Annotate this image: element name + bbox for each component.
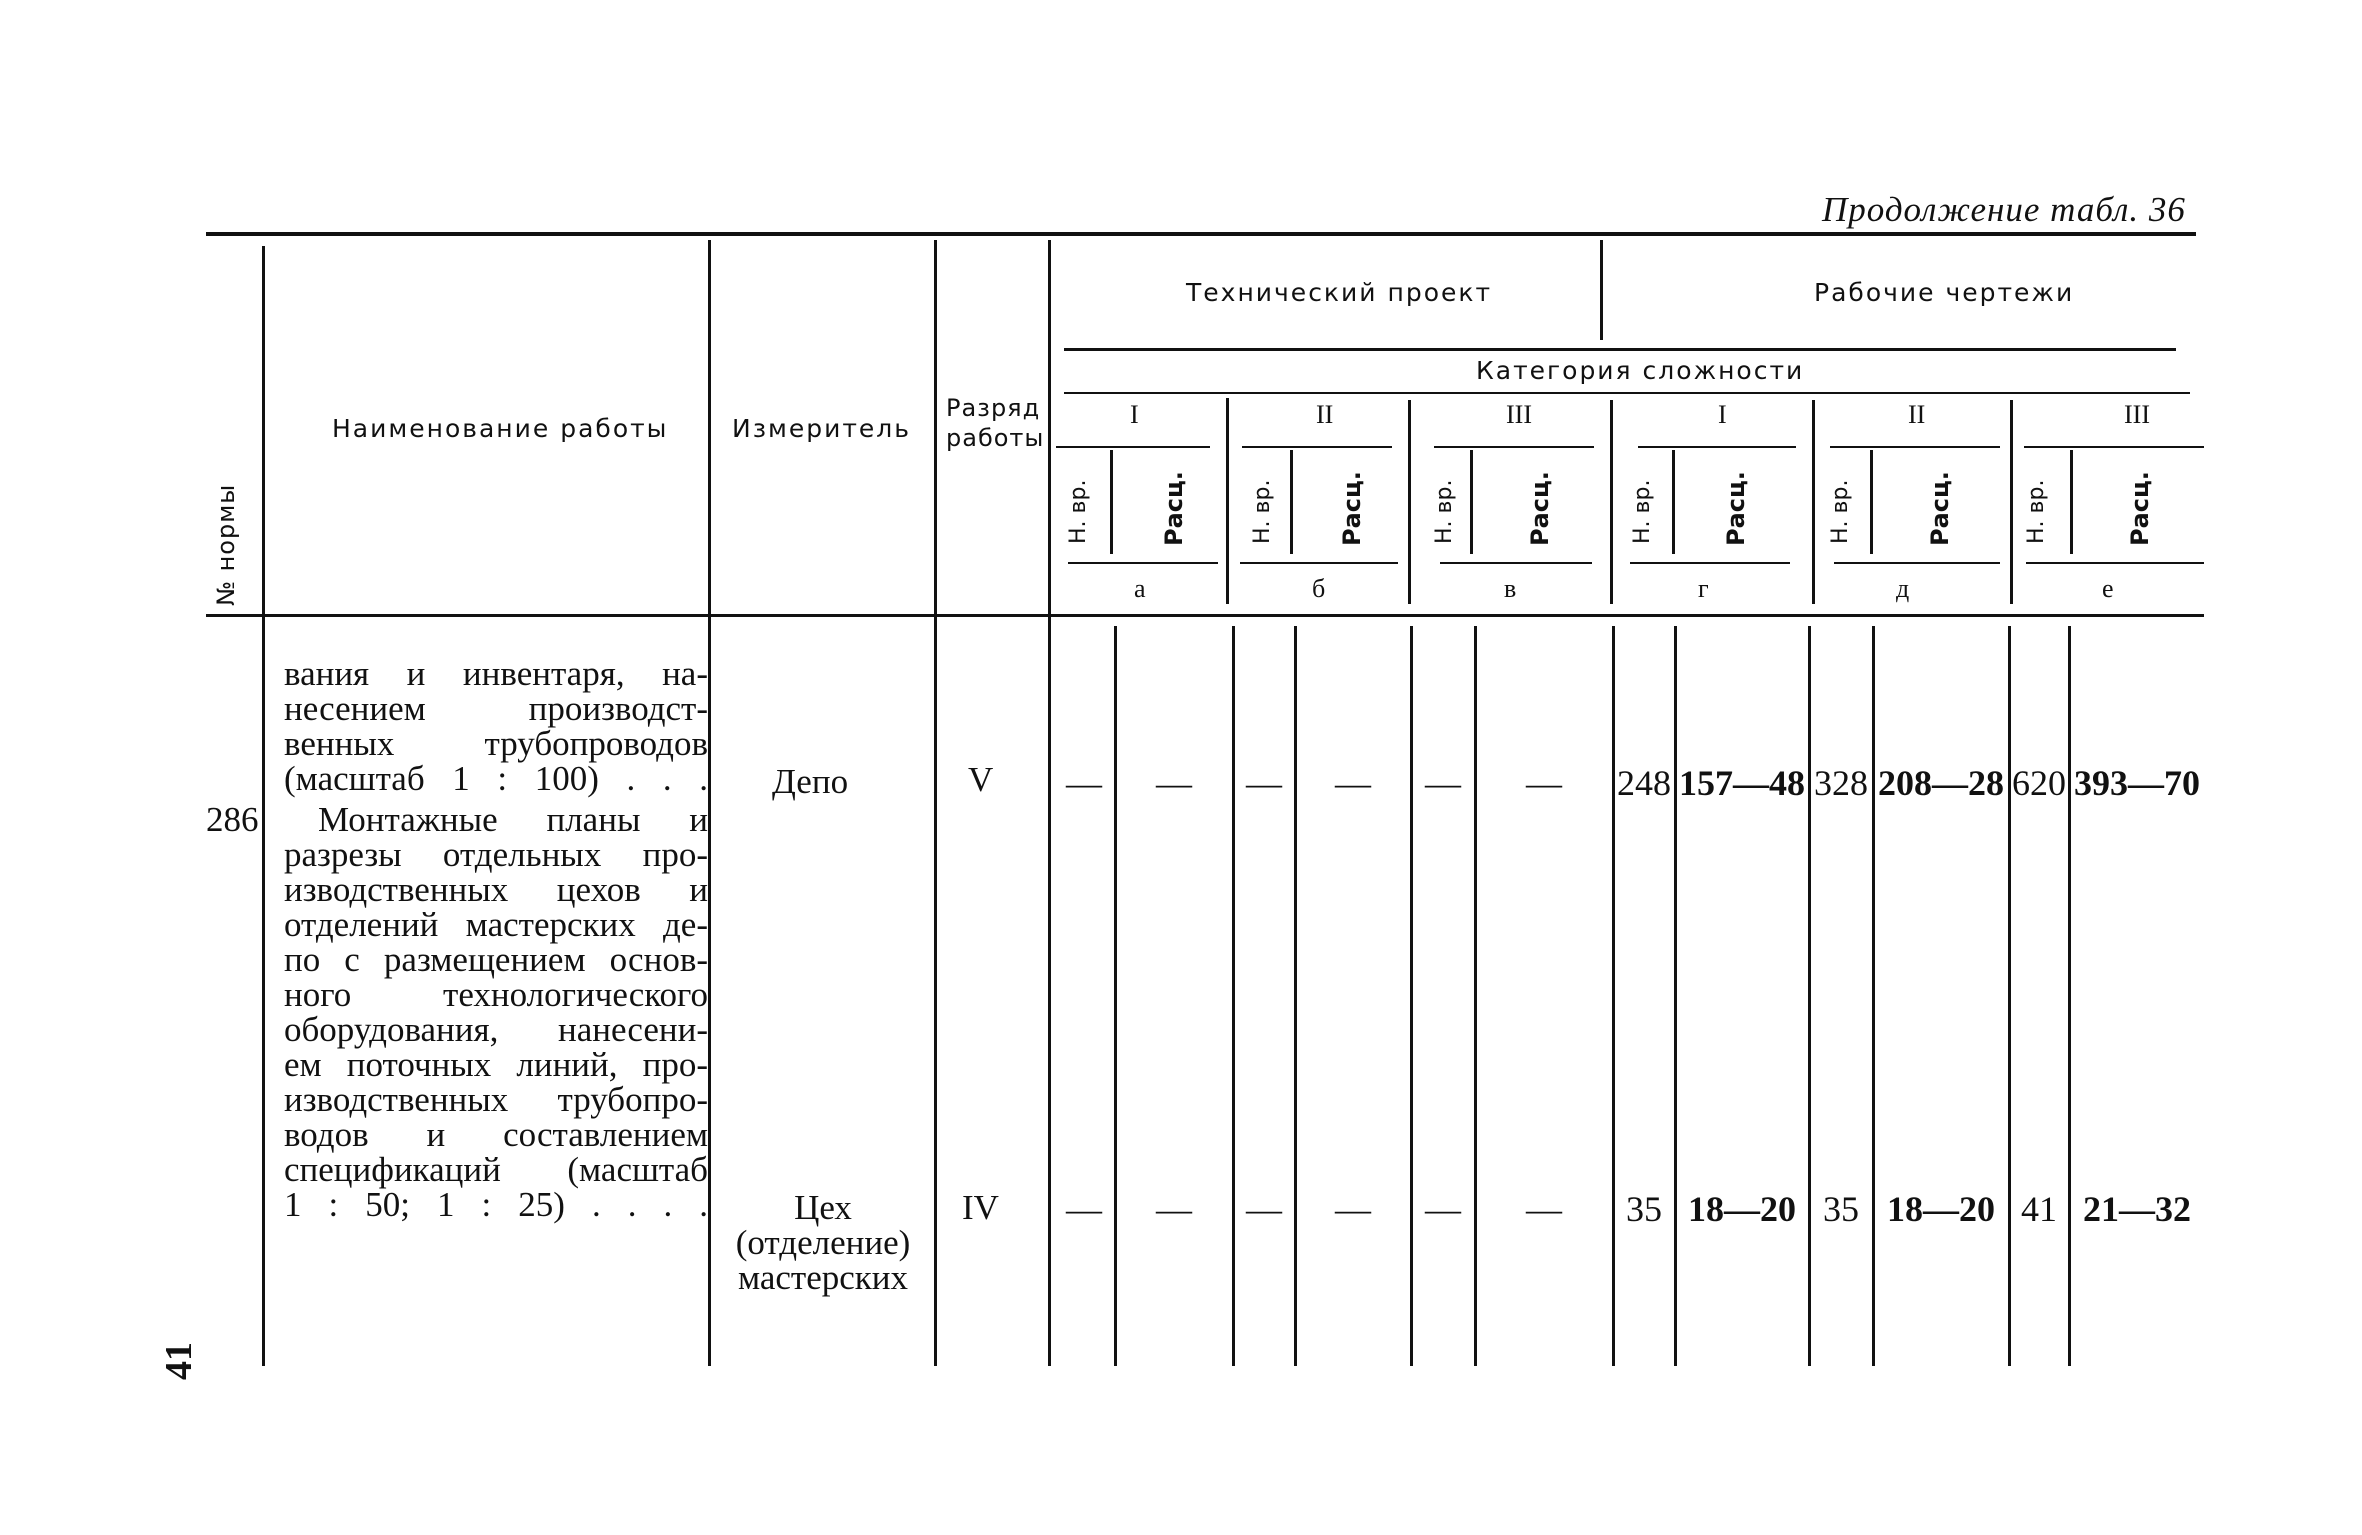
value-cell: —	[1066, 763, 1102, 803]
body-sep	[1410, 626, 1413, 1366]
value-cell: —	[1526, 1189, 1562, 1229]
letter-line	[1834, 562, 2000, 564]
measure-line: Цех	[794, 1188, 852, 1227]
name-line: ного технологического	[284, 975, 708, 1014]
measure-line: (отделение)	[735, 1223, 911, 1262]
body-sep	[1808, 626, 1811, 1366]
page-number: 41	[158, 1342, 200, 1380]
nvr-label: Н. вр.	[1828, 479, 1853, 544]
cat-label: III	[1506, 400, 1532, 429]
row-norm-number: 286	[206, 800, 259, 839]
nvr-label: Н. вр.	[1066, 479, 1091, 544]
nvr-label: Н. вр.	[1250, 479, 1275, 544]
value-cell: 35	[1626, 1189, 1662, 1229]
value-cell: 248	[1617, 763, 1671, 803]
header-tech-project: Технический проект	[1186, 278, 1493, 307]
value-cell: —	[1246, 1189, 1282, 1229]
nvr-label: Н. вр.	[1432, 479, 1457, 544]
measure-workshop	[714, 1190, 932, 1295]
cat-underline	[1638, 446, 1796, 448]
rasts-label: Расц.	[1722, 471, 1750, 546]
header-norm-no: № нормы	[212, 483, 240, 606]
value-cell: —	[1425, 1189, 1461, 1229]
body-sep	[1232, 626, 1235, 1366]
project-rule	[1064, 348, 2176, 351]
col-divider-project	[1600, 240, 1603, 340]
body-sep	[1674, 626, 1677, 1366]
col-letter: г	[1698, 574, 1709, 603]
letter-line	[2026, 562, 2204, 564]
name-line: венных трубопроводов	[284, 724, 708, 763]
name-line: ем поточных линий, про-	[284, 1045, 708, 1084]
value-cell: —	[1425, 763, 1461, 803]
name-line: изводственных цехов и	[284, 870, 708, 909]
cat-underline	[1242, 446, 1392, 448]
col-divider-norm	[262, 246, 265, 1366]
name-line: Монтажные планы и	[318, 800, 708, 839]
complexity-rule	[1064, 392, 2190, 394]
name-line: отделений мастерских де-	[284, 905, 708, 944]
header-grade-1: Разряд	[946, 394, 1041, 422]
nvr-label: Н. вр.	[2024, 479, 2049, 544]
value-cell: —	[1526, 763, 1562, 803]
value-cell: —	[1156, 1189, 1192, 1229]
sub-sep	[1110, 450, 1113, 554]
value-cell: —	[1246, 763, 1282, 803]
col-letter: в	[1504, 574, 1517, 603]
col-letter: б	[1312, 574, 1326, 603]
nvr-label: Н. вр.	[1630, 479, 1655, 544]
col-letter: а	[1134, 574, 1146, 603]
name-line: разрезы отдельных про-	[284, 835, 708, 874]
sub-sep	[1870, 450, 1873, 554]
header-measure: Измеритель	[732, 414, 912, 443]
body-sep	[1114, 626, 1117, 1366]
value-cell: 328	[1814, 763, 1868, 803]
body-sep	[1294, 626, 1297, 1366]
cat-sep	[1812, 400, 1815, 604]
letter-line	[1240, 562, 1398, 564]
sub-sep	[1470, 450, 1473, 554]
rasts-label: Расц.	[1926, 471, 1954, 546]
rasts-label: Расц.	[2126, 471, 2154, 546]
body-sep	[2068, 626, 2071, 1366]
name-line: изводственных трубопро-	[284, 1080, 708, 1119]
cat-label: II	[1908, 400, 1926, 429]
header-complexity: Категория сложности	[1476, 356, 1805, 385]
measure-line: мастерских	[737, 1258, 909, 1297]
cat-label: I	[1130, 400, 1139, 429]
col-divider-measure	[934, 240, 937, 1366]
name-line: несением производст-	[284, 689, 708, 728]
cat-underline	[1434, 446, 1594, 448]
value-cell: 208—28	[1878, 763, 2004, 803]
name-line: 1 : 50; 1 : 25) . . . .	[284, 1185, 708, 1224]
cat-sep	[1226, 398, 1229, 604]
cat-label: III	[2124, 400, 2150, 429]
value-cell: 18—20	[1887, 1189, 1995, 1229]
name-line: спецификаций (масштаб	[284, 1150, 708, 1189]
body-sep	[1612, 626, 1615, 1366]
sub-sep	[2070, 450, 2073, 554]
body-sep	[1474, 626, 1477, 1366]
rasts-label: Расц.	[1526, 471, 1554, 546]
cat-underline	[2024, 446, 2204, 448]
grade-depot: V	[968, 760, 994, 799]
col-divider-grade	[1048, 240, 1051, 1366]
letter-line	[1630, 562, 1790, 564]
letter-line	[1440, 562, 1592, 564]
col-divider-name	[708, 240, 711, 1366]
value-cell: —	[1335, 1189, 1371, 1229]
table-caption: Продолжение табл. 36	[1822, 190, 2186, 229]
name-line: вания и инвентаря, на-	[284, 654, 708, 693]
value-cell: —	[1066, 1189, 1102, 1229]
measure-depot: Депо	[772, 762, 849, 801]
value-cell: 21—32	[2083, 1189, 2191, 1229]
value-cell: 18—20	[1688, 1189, 1796, 1229]
col-letter: е	[2102, 574, 2114, 603]
cat-sep	[2010, 400, 2013, 604]
rasts-label: Расц.	[1160, 471, 1188, 546]
body-sep	[2008, 626, 2011, 1366]
header-bottom-rule	[206, 614, 2204, 617]
value-cell: 35	[1823, 1189, 1859, 1229]
value-cell: —	[1156, 763, 1192, 803]
name-line: (масштаб 1 : 100) . . .	[284, 759, 708, 798]
cat-underline	[1056, 446, 1210, 448]
top-rule	[206, 232, 2196, 236]
value-cell: 41	[2021, 1189, 2057, 1229]
cat-sep	[1610, 400, 1613, 604]
cat-underline	[1830, 446, 2000, 448]
cat-label: II	[1316, 400, 1334, 429]
name-line: по с размещением основ-	[284, 940, 708, 979]
letter-line	[1068, 562, 1218, 564]
header-work-name: Наименование работы	[332, 414, 669, 443]
grade-workshop: IV	[962, 1188, 999, 1227]
value-cell: —	[1335, 763, 1371, 803]
col-letter: д	[1896, 574, 1910, 603]
rasts-label: Расц.	[1338, 471, 1366, 546]
value-cell: 393—70	[2074, 763, 2200, 803]
body-sep	[1872, 626, 1875, 1366]
value-cell: 620	[2012, 763, 2066, 803]
name-line: оборудования, нанесени-	[284, 1010, 708, 1049]
header-working-drawings: Рабочие чертежи	[1814, 278, 2075, 307]
value-cell: 157—48	[1679, 763, 1805, 803]
sub-sep	[1672, 450, 1675, 554]
name-line: водов и составлением	[284, 1115, 708, 1154]
header-grade-2: работы	[946, 424, 1045, 452]
cat-sep	[1408, 400, 1411, 604]
sub-sep	[1290, 450, 1293, 554]
cat-label: I	[1718, 400, 1727, 429]
